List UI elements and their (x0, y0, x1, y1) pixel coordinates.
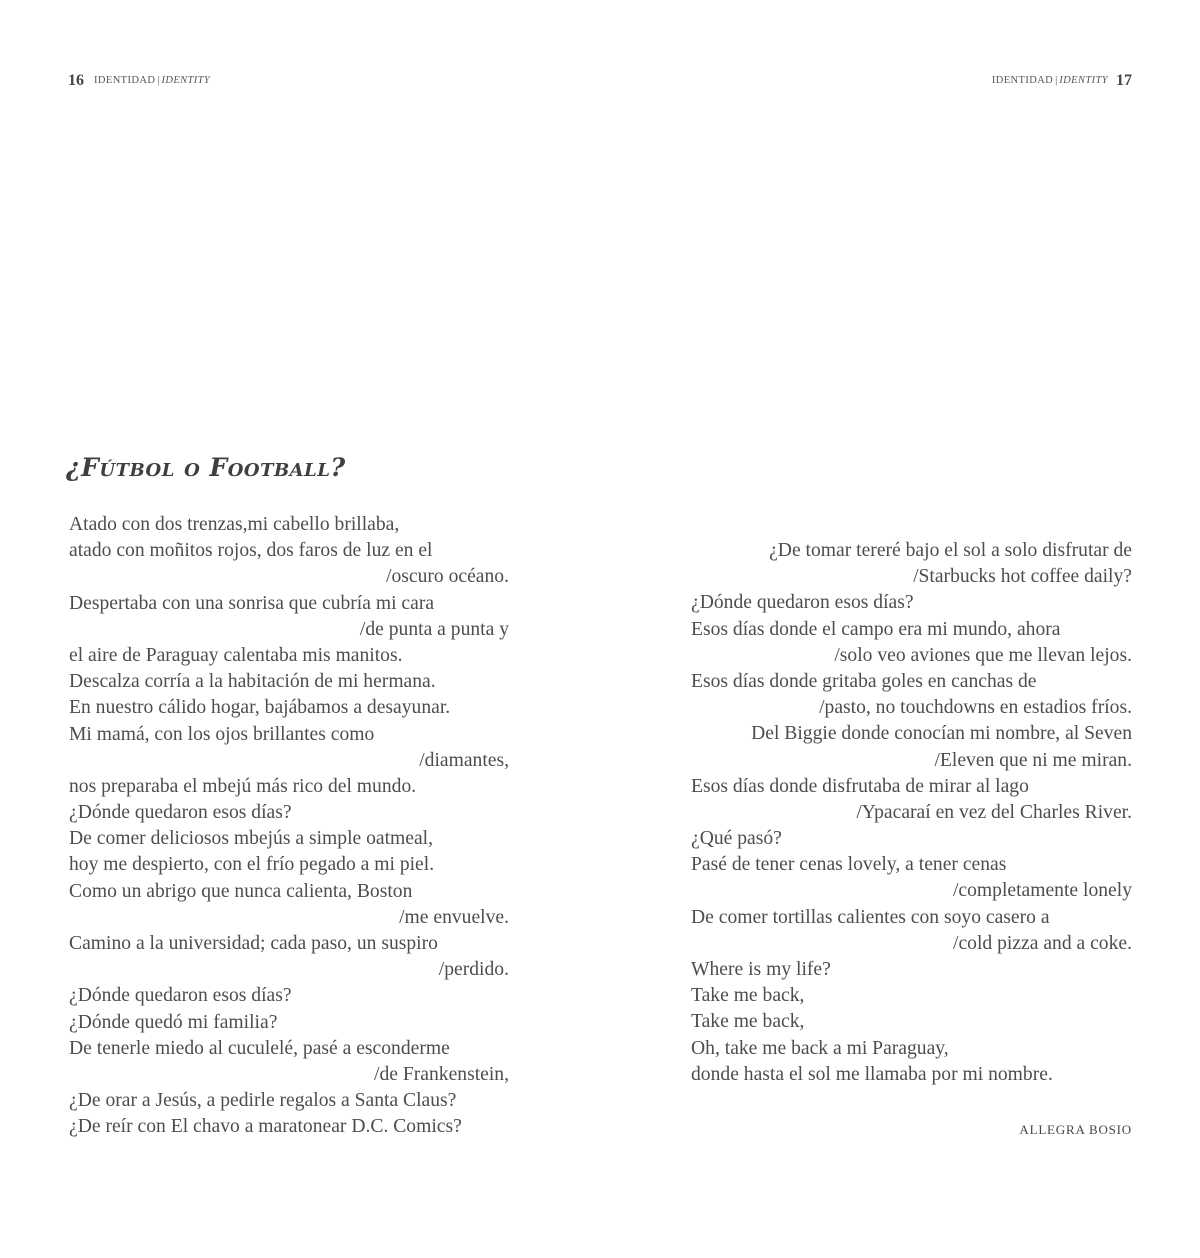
poem-line: Oh, take me back a mi Paraguay, (691, 1037, 949, 1059)
poem-line: /pasto, no touchdowns en estadios fríos. (819, 697, 1132, 719)
section-translation-right: IDENTITY (1059, 75, 1108, 86)
poem-line: el aire de Paraguay calentaba mis manitos. (69, 644, 403, 666)
poem-line: hoy me despierto, con el frío pegado a mi piel. (69, 854, 435, 876)
poem-line: Como un abrigo que nunca calienta, Boston (69, 880, 413, 902)
poem-line: /diamantes, (419, 749, 509, 771)
poem-line: De tenerle miedo al cuculelé, pasé a esconderme (69, 1037, 450, 1059)
poem-line: De comer tortillas calientes con soyo casero a (691, 906, 1050, 928)
poem-line: Esos días donde disfrutaba de mirar al lago (691, 775, 1029, 797)
poem-line: /solo veo aviones que me llevan lejos. (834, 644, 1132, 666)
running-header-left (68, 72, 210, 90)
poem-line: atado con moñitos rojos, dos faros de luz en el (69, 540, 433, 562)
poem-line: Camino a la universidad; cada paso, un suspiro (69, 933, 438, 954)
running-header-right (992, 72, 1132, 90)
poem-line: De comer deliciosos mbejús a simple oatmeal, (69, 828, 434, 850)
poem-line: ¿Dónde quedaron esos días? (69, 985, 292, 1007)
poem-line: ¿Dónde quedaron esos días? (691, 592, 914, 614)
poem-line: Despertaba con una sonrisa que cubría mi cara (69, 592, 435, 614)
poem-line: Atado con dos trenzas,mi cabello brillaba, (69, 514, 400, 535)
poem-line: Del Biggie donde conocían mi nombre, al Seven (751, 723, 1132, 745)
poem-line: ¿De tomar tereré bajo el sol a solo disfrutar de (769, 540, 1132, 561)
poem-line: /me envuelve. (399, 906, 509, 928)
poem-line: donde hasta el sol me llamaba por mi nombre. (691, 1063, 1053, 1085)
poem-right-column (691, 538, 1132, 1088)
poem-line: Esos días donde gritaba goles en canchas de (691, 670, 1037, 692)
poem-line: /completamente lonely (952, 880, 1132, 902)
poem-line: /de punta a punta y (359, 618, 509, 640)
poem-left-column (69, 512, 509, 1141)
poem-line: /oscuro océano. (386, 566, 509, 588)
poem-line: ¿Dónde quedó mi familia? (69, 1011, 278, 1033)
poem-line: /Ypacaraí en vez del Charles River. (856, 801, 1132, 823)
section-name-right: IDENTIDAD (991, 75, 1054, 86)
poem-line: /Starbucks hot coffee daily? (913, 566, 1132, 588)
poem-line: Descalza corría a la habitación de mi hermana. (69, 671, 436, 693)
right-page (600, 0, 1200, 1258)
poem-line: Esos días donde el campo era mi mundo, ahora (691, 618, 1061, 640)
poem-line: /de Frankenstein, (374, 1063, 509, 1085)
poem-line: Where is my life? (691, 959, 831, 980)
poem-line: Take me back, (691, 1011, 805, 1033)
poem-line: nos preparaba el mbejú más rico del mundo. (69, 775, 417, 797)
poem-line: ¿Dónde quedaron esos días? (69, 802, 292, 824)
poem-line: /perdido. (438, 959, 509, 981)
section-translation-left: IDENTITY (161, 75, 211, 86)
page-number-left: 16 (68, 72, 84, 89)
poem-author: ALLEGRA BOSIO (1019, 1122, 1132, 1137)
poem-line: /Eleven que ni me miran. (934, 749, 1132, 771)
header-separator: | (157, 75, 160, 86)
section-name-left: IDENTIDAD (94, 75, 156, 86)
poem-line: Mi mamá, con los ojos brillantes como (69, 723, 375, 745)
poem-line: Take me back, (691, 985, 805, 1007)
poem-line: En nuestro cálido hogar, bajábamos a desayunar. (69, 697, 451, 719)
poem-line: ¿De orar a Jesús, a pedirle regalos a Santa Claus? (69, 1090, 457, 1112)
poem-title: ¿Fútbol o Football? (66, 453, 346, 482)
poem-line: ¿Qué pasó? (691, 828, 782, 850)
poem-line: Pasé de tener cenas lovely, a tener cenas (691, 854, 1007, 876)
poem-line: ¿De reír con El chavo a maratonear D.C. Comics? (69, 1116, 462, 1138)
poem-line: /cold pizza and a coke. (953, 932, 1132, 954)
header-separator: | (1055, 75, 1058, 86)
page-number-right: 17 (1116, 72, 1132, 89)
